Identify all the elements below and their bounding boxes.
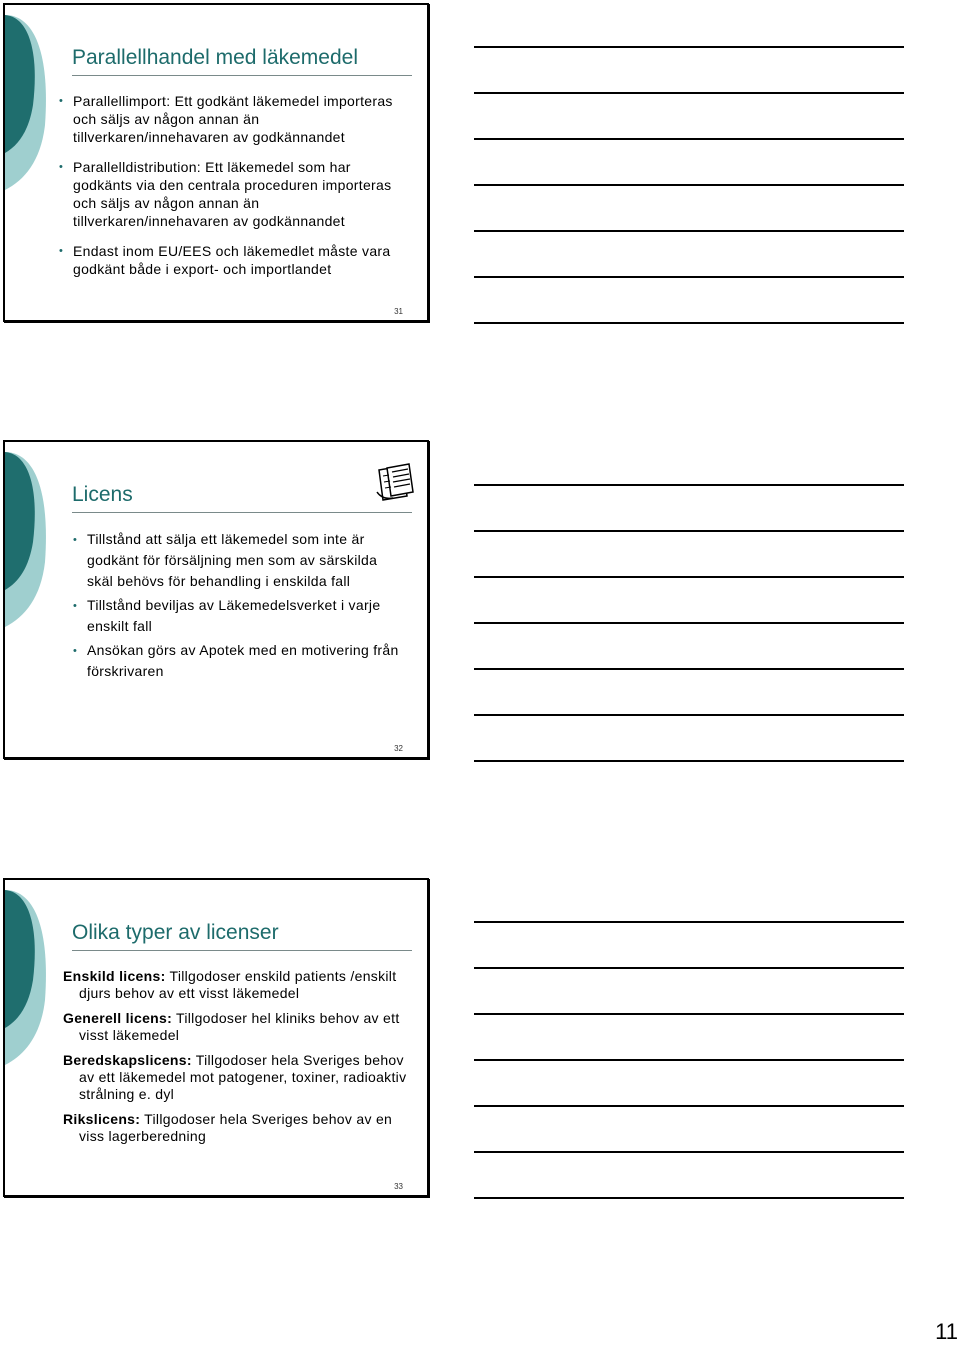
bullet-item: • Parallelldistribution: Ett läkemedel som har godkänts via den centrala proceduren importeras och säljs av någon annan än tillverkaren/innehavaren av godkännandet xyxy=(59,159,392,229)
note-line xyxy=(474,622,904,624)
slide-title: Parallellhandel med läkemedel xyxy=(72,45,412,76)
note-line xyxy=(474,668,904,670)
bullet-icon: • xyxy=(73,600,78,612)
slide-body xyxy=(71,529,407,685)
note-line xyxy=(474,92,904,94)
note-line xyxy=(474,1105,904,1107)
slide-body xyxy=(63,968,409,1153)
bullet-item: • Endast inom EU/EES och läkemedlet måste vara godkänt både i export- och importlandet xyxy=(59,243,391,277)
slide-title: Olika typer av licenser xyxy=(72,920,412,951)
note-line xyxy=(474,138,904,140)
bullet-icon: • xyxy=(73,645,78,657)
licence-item: Enskild licens: Tillgodoser enskild patients /enskilt djurs behov av ett visst läkemedel xyxy=(63,968,397,1001)
licence-item: Beredskapslicens: Tillgodoser hela Sveriges behov av ett läkemedel mot patogener, toxiner, radioaktiv strålning e. dyl xyxy=(63,1052,407,1102)
bullet-item: • Tillstånd beviljas av Läkemedelsverket i varje enskilt fall xyxy=(73,597,381,634)
slide-number: 33 xyxy=(394,1182,403,1191)
slide-33 xyxy=(3,878,429,1197)
note-line xyxy=(474,230,904,232)
bullet-icon: • xyxy=(59,95,64,107)
note-line xyxy=(474,1059,904,1061)
note-line xyxy=(474,276,904,278)
bullet-item: • Tillstånd att sälja ett läkemedel som inte är godkänt för försäljning men som av särskilda skäl behövs för behandling i enskilda fall xyxy=(73,531,378,589)
slide-body xyxy=(57,92,407,290)
note-line xyxy=(474,184,904,186)
bullet-icon: • xyxy=(59,161,64,173)
note-line xyxy=(474,530,904,532)
slide-number: 32 xyxy=(394,744,403,753)
bullet-item: • Ansökan görs av Apotek med en motivering från förskrivaren xyxy=(73,642,399,679)
note-line xyxy=(474,921,904,923)
note-line xyxy=(474,967,904,969)
note-line xyxy=(474,484,904,486)
slide-number: 31 xyxy=(394,307,403,316)
note-line xyxy=(474,1197,904,1199)
swoosh-decoration xyxy=(5,442,65,632)
swoosh-decoration xyxy=(5,880,65,1070)
slide-title: Licens xyxy=(72,482,412,513)
slide-32 xyxy=(3,440,429,759)
swoosh-decoration xyxy=(5,5,65,195)
note-line xyxy=(474,760,904,762)
page-number: 11 xyxy=(935,1319,958,1344)
note-line xyxy=(474,714,904,716)
note-line xyxy=(474,576,904,578)
note-line xyxy=(474,322,904,324)
licence-item: Generell licens: Tillgodoser hel kliniks behov av ett visst läkemedel xyxy=(63,1010,400,1043)
note-line xyxy=(474,46,904,48)
licence-item: Rikslicens: Tillgodoser hela Sveriges behov av en viss lagerberedning xyxy=(63,1111,393,1144)
note-line xyxy=(474,1013,904,1015)
bullet-item: • Parallellimport: Ett godkänt läkemedel importeras och säljs av någon annan än tillverkaren/innehavaren av godkännandet xyxy=(59,93,393,145)
bullet-icon: • xyxy=(73,534,78,546)
slide-31 xyxy=(3,3,429,322)
bullet-icon: • xyxy=(59,245,64,257)
note-line xyxy=(474,1151,904,1153)
